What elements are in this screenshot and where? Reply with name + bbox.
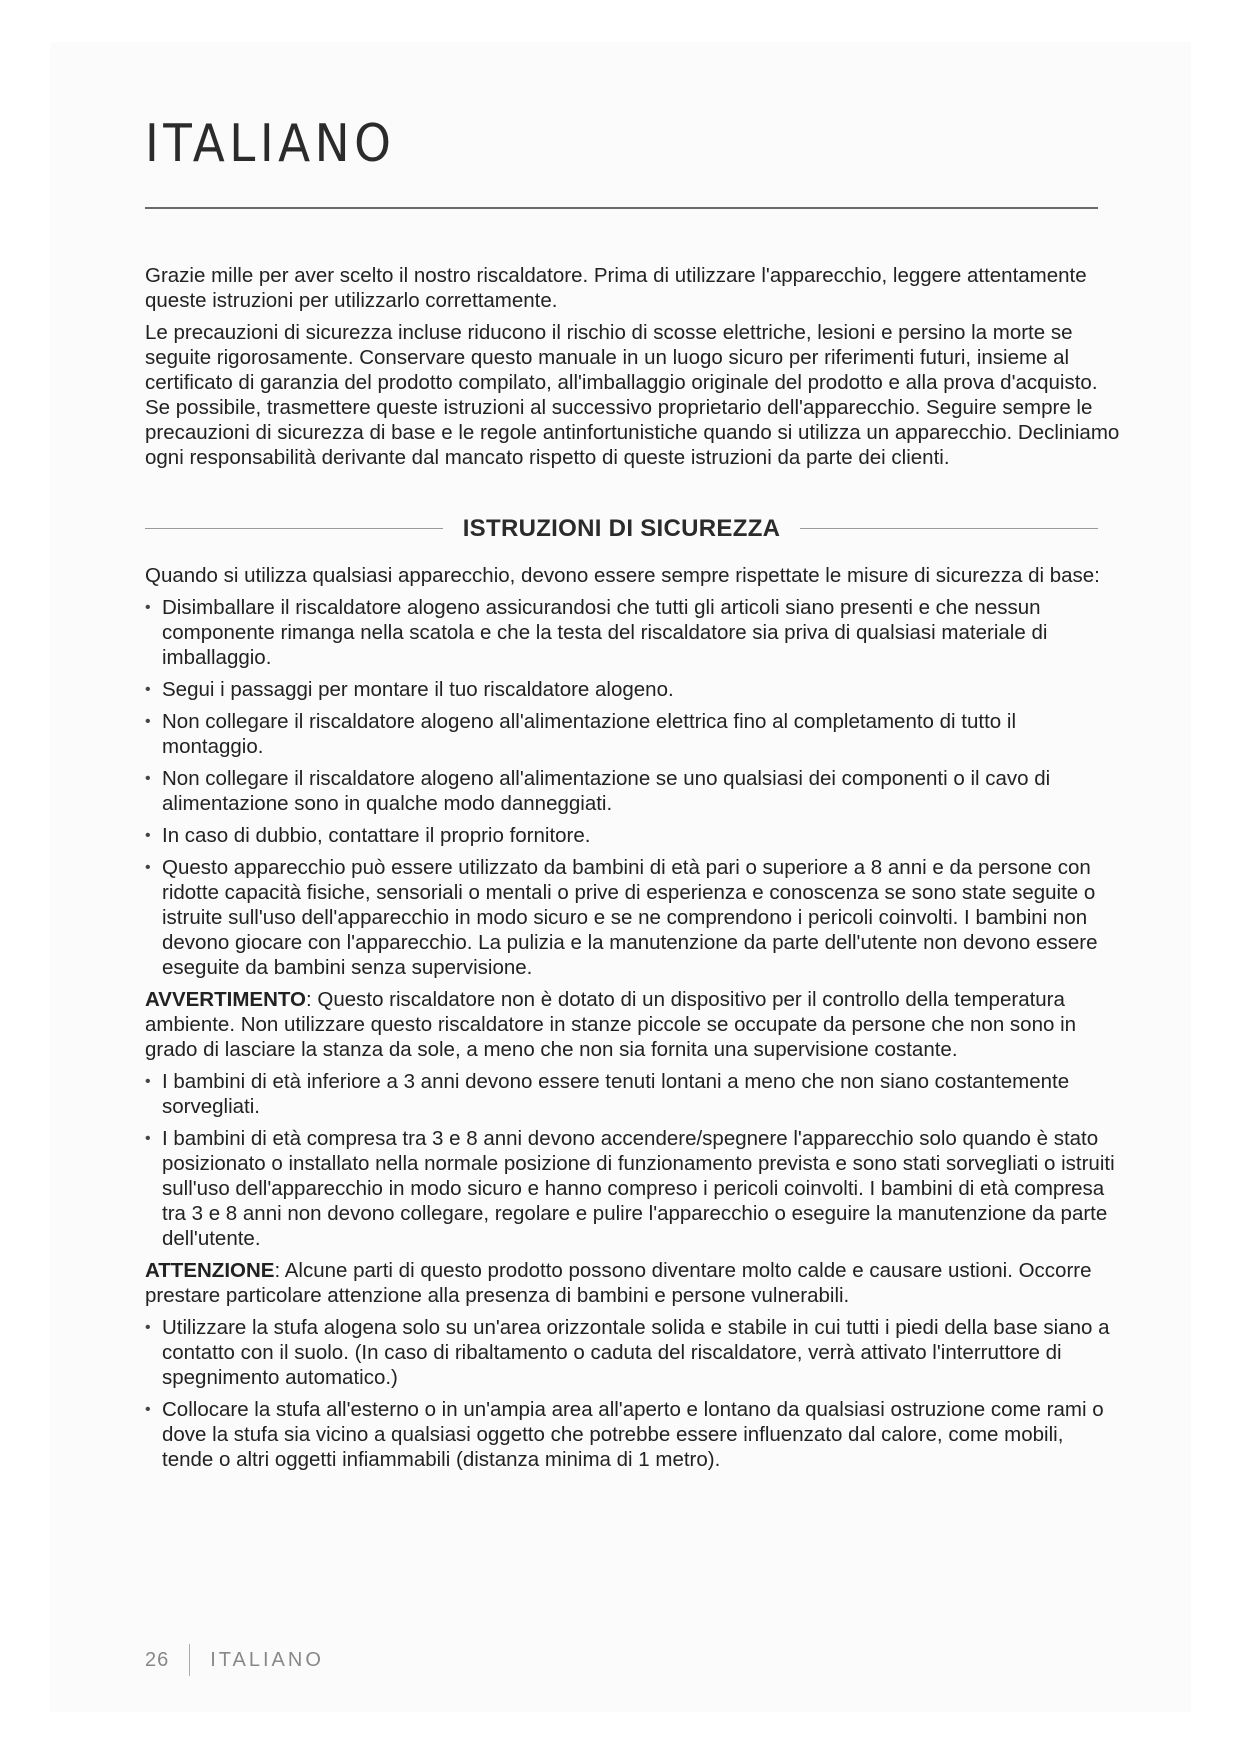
attention-label: ATTENZIONE (145, 1259, 275, 1282)
warning-text: : Questo riscaldatore non è dotato di un dispositivo per il controllo della temperatura ambiente. Non utilizzare questo riscaldatore in stanze piccole se occupate da persone che non sono in grado di lasciare la stanza da sole, a meno che non sia fornita una supervisione costante. (145, 988, 1077, 1061)
title-divider (145, 207, 1098, 209)
list-item (145, 677, 1120, 702)
main-content (145, 263, 1120, 1479)
attention-paragraph (145, 1258, 1120, 1308)
page-footer (145, 1644, 324, 1676)
bullet-icon: • (145, 1073, 151, 1090)
bullet-icon: • (145, 599, 151, 616)
section-heading-safety (145, 516, 1098, 541)
heading-rule-right (800, 528, 1098, 529)
safety-list-2 (145, 1069, 1120, 1251)
list-item-text: Questo apparecchio può essere utilizzato da bambini di età pari o superiore a 8 anni e da persone con ridotte capacità fisiche, sensoriali o mentali o prive di esperienza e conoscenza se sono state seguite o istruite sull'uso dell'apparecchio in modo sicuro e se ne comprendono i pericoli coinvolti. I bambini non devono giocare con l'apparecchio. La pulizia e la manutenzione da parte dell'utente non devono essere eseguite da bambini senza supervisione. (162, 856, 1098, 979)
list-item (145, 823, 1120, 848)
bullet-icon: • (145, 827, 151, 844)
list-item-text: I bambini di età inferiore a 3 anni devono essere tenuti lontani a meno che non siano costantemente sorvegliati. (162, 1070, 1070, 1118)
footer-language-label: ITALIANO (210, 1648, 324, 1671)
safety-lead-paragraph: Quando si utilizza qualsiasi apparecchio, devono essere sempre rispettate le misure di sicurezza di base: (145, 564, 1100, 587)
attention-text: : Alcune parti di questo prodotto possono diventare molto calde e causare ustioni. Occorre prestare particolare attenzione alla presenza di bambini e persone vulnerabili. (145, 1259, 1092, 1307)
list-item-text: Utilizzare la stufa alogena solo su un'area orizzontale solida e stabile in cui tutti i piedi della base siano a contatto con il suolo. (In caso di ribaltamento o caduta del riscaldatore, verrà attivato l'interruttore di spegnimento automatico.) (162, 1316, 1110, 1389)
heading-rule-left (145, 528, 443, 529)
list-item-text: Disimballare il riscaldatore alogeno assicurandosi che tutti gli articoli siano presenti e che nessun componente rimanga nella scatola e che la testa del riscaldatore sia priva di qualsiasi materiale di imballaggio. (162, 596, 1048, 669)
footer-divider (189, 1644, 190, 1676)
list-item-text: Collocare la stufa all'esterno o in un'ampia area all'aperto e lontano da qualsiasi ostruzione come rami o dove la stufa sia vicino a qualsiasi oggetto che potrebbe essere influenzato dal calore, come mobili, tende o altri oggetti infiammabili (distanza minima di 1 metro). (162, 1398, 1104, 1471)
list-item-text: Non collegare il riscaldatore alogeno all'alimentazione elettrica fino al completamento di tutto il montaggio. (162, 710, 1016, 758)
intro-paragraph-1: Grazie mille per aver scelto il nostro riscaldatore. Prima di utilizzare l'apparecchio, leggere attentamente queste istruzioni per utilizzarlo correttamente. (145, 264, 1087, 312)
warning-paragraph (145, 987, 1120, 1062)
bullet-icon: • (145, 770, 151, 787)
list-item (145, 709, 1120, 759)
list-item (145, 766, 1120, 816)
bullet-icon: • (145, 1401, 151, 1418)
list-item (145, 855, 1120, 980)
bullet-icon: • (145, 681, 151, 698)
page-number: 26 (145, 1648, 170, 1671)
list-item (145, 595, 1120, 670)
list-item (145, 1069, 1120, 1119)
bullet-icon: • (145, 1319, 151, 1336)
intro-paragraph-2: Le precauzioni di sicurezza incluse riducono il rischio di scosse elettriche, lesioni e persino la morte se seguite rigorosamente. Conservare questo manuale in un luogo sicuro per riferimenti futuri, insieme al certificato di garanzia del prodotto compilato, all'imballaggio originale del prodotto e alla prova d'acquisto. Se possibile, trasmettere queste istruzioni al successivo proprietario dell'apparecchio. Seguire sempre le precauzioni di sicurezza di base e le regole antinfortunistiche quando si utilizza un apparecchio. Decliniamo ogni responsabilità derivante dal mancato rispetto di queste istruzioni da parte dei clienti. (145, 321, 1120, 469)
list-item (145, 1315, 1120, 1390)
safety-list-3 (145, 1315, 1120, 1472)
list-item (145, 1397, 1120, 1472)
bullet-icon: • (145, 713, 151, 730)
section-heading-label: ISTRUZIONI DI SICUREZZA (462, 515, 781, 542)
list-item-text: In caso di dubbio, contattare il proprio fornitore. (162, 824, 591, 847)
list-item-text: I bambini di età compresa tra 3 e 8 anni devono accendere/spegnere l'apparecchio solo quando è stato posizionato o installato nella normale posizione di funzionamento prevista e sono stati sorvegliati o istruiti sull'uso dell'apparecchio in modo sicuro e hanno compreso i pericoli coinvolti. I bambini di età compresa tra 3 e 8 anni non devono collegare, regolare e pulire l'apparecchio o eseguire la manutenzione da parte dell'utente. (162, 1127, 1115, 1250)
bullet-icon: • (145, 859, 151, 876)
safety-list-1 (145, 595, 1120, 980)
list-item (145, 1126, 1120, 1251)
list-item-text: Segui i passaggi per montare il tuo riscaldatore alogeno. (162, 678, 674, 701)
warning-label: AVVERTIMENTO (145, 988, 306, 1011)
list-item-text: Non collegare il riscaldatore alogeno all'alimentazione se uno qualsiasi dei componenti o il cavo di alimentazione sono in qualche modo danneggiati. (162, 767, 1051, 815)
page-title: ITALIANO (145, 114, 396, 174)
bullet-icon: • (145, 1130, 151, 1147)
